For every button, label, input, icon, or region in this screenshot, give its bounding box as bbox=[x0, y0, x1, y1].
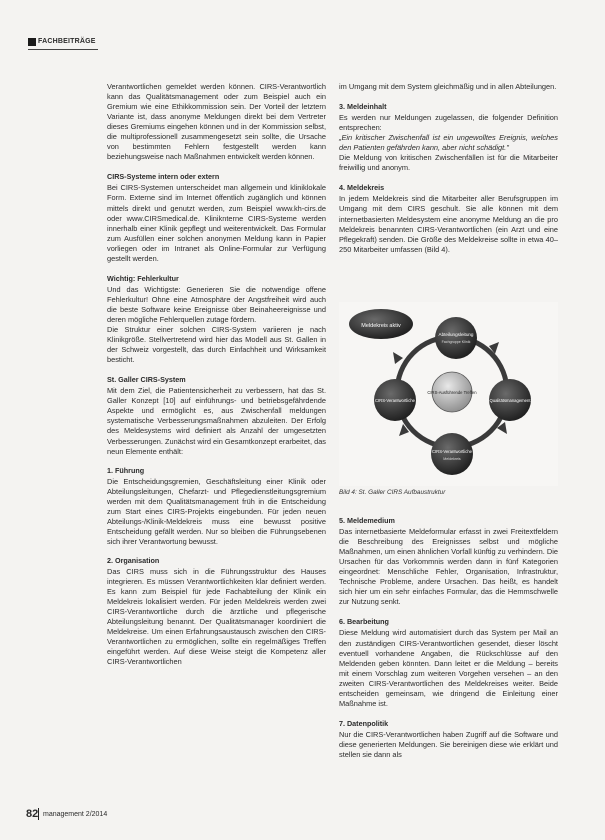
paragraph-meldekreis: In jedem Meldekreis sind die Mitarbeiter aller Berufsgruppen im Umgang mit dem CIRS geschult. Sie alle können mit dem internetbasierten Meldesystem eine anonyme Meldung an die pro Meldekreis benannten CIRS-Verantwortlichen (ein Arzt und eine Pflegekraft) senden. Die Größe des Meldekreise sollte in etwa 40–250 Mitarbeiter umfassen (Bild 4). bbox=[339, 194, 558, 254]
journal-name: management 2/2014 bbox=[43, 811, 108, 818]
node-right-label: Qualitätsmanagement bbox=[489, 398, 531, 403]
heading-meldeinhalt: 3. Meldeinhalt bbox=[339, 102, 387, 112]
section-header bbox=[0, 38, 100, 51]
heading-st-galler: St. Galler CIRS-System bbox=[107, 375, 186, 385]
footer-divider bbox=[38, 808, 39, 820]
heading-meldekreis: 4. Meldekreis bbox=[339, 183, 385, 193]
paragraph-meldemedium: Das internetbasierte Meldeformular erfasst in zwei Freitextfeldern die Beschreibung des Ereignisses selbst und mögliche Maßnahmen, um einen ähnlichen Vorfall künftig zu verhindern. Die Ursachen für das Vorkommnis werden dann in fünf Kategorien eingeordnet: Menschliche Fehler, Organisation, Infrastruktur, Technische Probleme, andere Ursachen. Das heißt, es handelt sich hier um ein sehr einfaches Formular, das die Hemmschwelle zur Nutzung senkt. bbox=[339, 527, 558, 607]
right-column bbox=[339, 82, 558, 255]
paragraph-cirs-types: Bei CIRS-Systemen unterscheidet man allgemein und kliniklokale Form. Externe sind im Internet öffentlich zugänglich und können mittels direkt und genutzt werden, zum Beispiel www.kh-cirs.de oder www.CIRSmedical.de. Kliniknterne CIRS-Systeme werden innerhalb einer Klinik gepflegt und weiterentwickelt. Das Formular zum Ausfüllen einer solchen anonymen Meldung kann in Papier vorliegen oder im Intranet als Online-Formular zur Verfügung gestellt werden. bbox=[107, 183, 326, 263]
paragraph-organisation: Das CIRS muss sich in die Führungsstruktur des Hauses integrieren. Es müssen Verantwortlichkeiten klar definiert werden. Es kann zum Beispiel für jede Fachabteilung der Klinik ein Meldekreis lokalisiert werden. Für jeden Meldekreis werden zwei CIRS-Verantwortliche durch die ärztliche und pflegerische Abteilungsleitung benannt. Der Qualitätsmanager koordiniert die Meldekreise. Um einen Erfahrungsaustausch zwischen den CIRS-Verantwortlichen zu ermöglichen, sollte ein regelmäßiges Treffen eingeführt werden. Auf diese Weise steigt die Kompetenz aller CIRS-Verantwortlichen bbox=[107, 567, 326, 667]
paragraph-meldeinhalt: Es werden nur Meldungen zugelassen, die folgender Definition entsprechen: bbox=[339, 113, 558, 133]
node-left-label: CIRS-Verantwortliche bbox=[374, 398, 416, 403]
diagram-svg bbox=[339, 302, 558, 486]
heading-bearbeitung: 6. Bearbeitung bbox=[339, 617, 389, 627]
section-label: FACHBEITRÄGE bbox=[38, 38, 96, 45]
right-column-lower bbox=[339, 516, 558, 760]
paragraph-freiwillig: Die Meldung von kritischen Zwischenfällen ist für die Mitarbeiter freiwillig und anonym. bbox=[339, 153, 558, 173]
node-bottom bbox=[431, 433, 473, 475]
paragraph-st-galler: Mit dem Ziel, die Patientensicherheit zu verbessern, hat das St. Galler Konzept [10] auf einführungs- und betriebsgefährdende Aspekte und ermöglicht es, aus Zwischenfall meldungen systematische Verbesserungsmaßnahmen abzuleiten. Der Erfolg des Meldesystems wird definiert als Anzahl der umgesetzten Verbesserungen. Zunächst wird ein Gesamtkonzept erarbeitet, das neun Elemente enthält: bbox=[107, 386, 326, 456]
paragraph-struktur: Die Struktur einer solchen CIRS-System variieren je nach Klinikgröße. Stellvertretend wird hier das Modell aus St. Gallen in der Schweiz vorgestellt, das durch Einfachheit und Wirksamkeit besticht. bbox=[107, 325, 326, 365]
heading-organisation: 2. Organisation bbox=[107, 555, 160, 565]
paragraph-datenpolitik: Nur die CIRS-Verantwortlichen haben Zugriff auf die Software und diese generierten Meldungen. Sie bereinigen diese wie erklärt und stellen sie dann als bbox=[339, 729, 558, 759]
heading-datenpolitik: 7. Datenpolitik bbox=[339, 718, 389, 728]
page-number: 82 bbox=[26, 808, 39, 820]
node-abteilungsleitung-label: Abteilungsleitung bbox=[438, 332, 474, 337]
node-meldekreis-aktiv-label: Meldekreis aktiv bbox=[361, 323, 401, 329]
definition-quote: „Ein kritischer Zwischenfall ist ein ungewolltes Ereignis, welches den Patienten gefährden kann, aber nicht schädigt." bbox=[339, 133, 558, 153]
header-marker bbox=[28, 38, 36, 46]
cirs-structure-diagram bbox=[339, 302, 558, 486]
paragraph-fuehrung: Die Entscheidungsgremien, Geschäftsleitung einer Klinik oder Abteilungsleitungen, Chefarzt- und Pflegedienstleitungsgremium werden mit dem Qualitätsmanagement früh in die Entscheidung zum Start eines CIRS-Projekts eingebunden. Für jeden neuen Abteilungs-/Klinik-Meldekreis muss eine bewusst positive Entscheidung gefällt werden. Nur so bleiben die Führungsebenen sich ihrer Verantwortung bewusst. bbox=[107, 476, 326, 546]
left-column bbox=[107, 82, 326, 667]
node-fachgruppe-label: Fachgruppe Klinik bbox=[441, 340, 471, 344]
heading-meldemedium: 5. Meldemedium bbox=[339, 516, 395, 525]
heading-cirs-intern-extern: CIRS-Systeme intern oder extern bbox=[107, 172, 220, 182]
heading-fehlerkultur: Wichtig: Fehlerkultur bbox=[107, 273, 179, 283]
header-rule bbox=[28, 49, 98, 50]
node-abteilungsleitung bbox=[435, 317, 477, 359]
node-bottom-label: CIRS-Verantwortliche bbox=[431, 449, 473, 454]
heading-fuehrung: 1. Führung bbox=[107, 465, 145, 475]
paragraph-fehlerkultur: Und das Wichtigste: Generieren Sie die notwendige offene Fehlerkultur! Ohne eine Atmosphäre der Angstfreiheit wird auch die beste Software keine Ereignisse über Beinaheereignisse und deren mögliche Fehlerquellen zutage fördern. bbox=[107, 284, 326, 324]
figure-caption: Bild 4: St. Galler CIRS Aufbaustruktur bbox=[339, 489, 446, 496]
node-bottom-sublabel: Meldekreis bbox=[443, 457, 461, 461]
node-center-label: CIRS-Ausführende Treffen bbox=[427, 390, 477, 395]
left-intro: Verantwortlichen gemeldet werden können. CIRS-Verantwortlich kann das Qualitätsmanagement oder zum Beispiel auch ein Gremium wie eine Ethikkommission sein. Der Vorteil der letztern Variante ist, dass anonyme Meldungen direkt bei dem Vertreter dieses Gremiums eingehen können und in der Kommission selbst, die multiprofessionell zusammengesetzt sein sollte, die Ursache von bestimmten Fehlern festgestellt werden kann beziehungsweise nach Maßnahmen entwickelt werden können. bbox=[107, 82, 326, 162]
paragraph-bearbeitung: Diese Meldung wird automatisiert durch das System per Mail an den zuständigen CIRS-Verantwortlichen gesendet, dieser löscht eventuell vorhandene Angaben, die Rückschlüsse auf den Meldenden geben könnten. Dann leitet er die Meldung – bereits mit einem Vorschlag zum weiteren Vorgehen versehen – an den zweiten CIRS-Verantwortlichen des Meldekreises weiter. Beide entscheiden gemeinsam, wie dringend die Einleitung einer Maßnahme ist. bbox=[339, 628, 558, 708]
right-intro: im Umgang mit dem System gleichmäßig und in allen Abteilungen. bbox=[339, 82, 557, 91]
